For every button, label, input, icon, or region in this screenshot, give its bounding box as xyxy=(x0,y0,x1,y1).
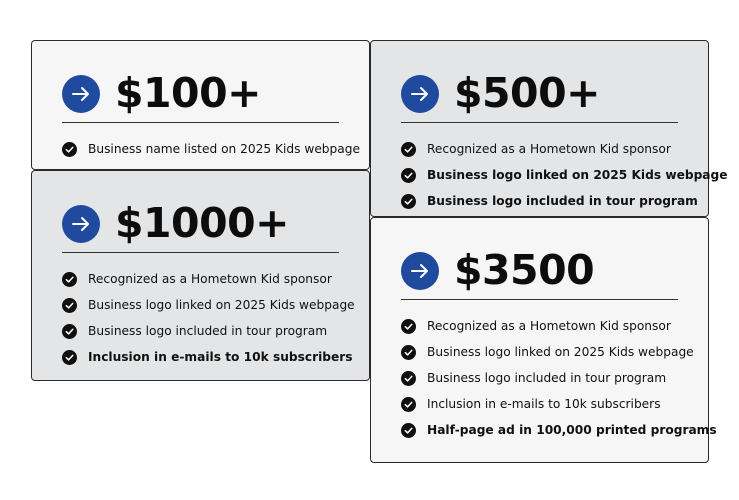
checkmark-icon xyxy=(62,350,77,365)
benefit-text: Business logo linked on 2025 Kids webpage xyxy=(88,298,355,312)
benefit-item xyxy=(401,339,694,365)
benefit-item xyxy=(401,391,678,417)
tier-card-100 xyxy=(31,40,370,170)
checkmark-icon xyxy=(401,194,416,209)
benefit-item xyxy=(401,188,698,214)
checkmark-icon xyxy=(62,272,77,287)
tier-card-1000 xyxy=(31,170,370,381)
benefit-text: Half-page ad in 100,000 printed programs xyxy=(427,423,717,437)
checkmark-icon xyxy=(62,142,77,157)
benefit-text: Inclusion in e-mails to 10k subscribers xyxy=(88,350,353,364)
tier-amount: $3500 xyxy=(454,246,595,294)
checkmark-icon xyxy=(62,324,77,339)
checkmark-icon xyxy=(401,345,416,360)
benefit-item xyxy=(401,417,717,443)
checkmark-icon xyxy=(401,423,416,438)
benefit-item xyxy=(401,162,728,188)
benefit-text: Inclusion in e-mails to 10k subscribers xyxy=(427,397,661,411)
arrow-right-icon xyxy=(401,75,439,113)
checkmark-icon xyxy=(62,298,77,313)
tier-amount: $500+ xyxy=(454,69,600,117)
benefit-list xyxy=(62,136,360,162)
benefit-text: Business logo included in tour program xyxy=(427,371,667,385)
benefit-list xyxy=(62,266,355,370)
benefit-text: Business name listed on 2025 Kids webpage xyxy=(88,142,360,156)
benefit-text: Recognized as a Hometown Kid sponsor xyxy=(427,319,671,333)
benefit-text: Business logo included in tour program xyxy=(427,194,698,208)
tier-card-500 xyxy=(370,40,728,217)
benefit-item xyxy=(401,313,678,339)
benefit-list xyxy=(401,136,728,214)
benefit-text: Business logo linked on 2025 Kids webpage xyxy=(427,168,728,182)
benefit-text: Recognized as a Hometown Kid sponsor xyxy=(88,272,332,286)
benefit-item xyxy=(62,318,339,344)
checkmark-icon xyxy=(401,397,416,412)
tier-amount: $100+ xyxy=(115,69,261,117)
benefit-item xyxy=(401,365,678,391)
checkmark-icon xyxy=(401,142,416,157)
tier-header xyxy=(401,218,678,300)
arrow-right-icon xyxy=(62,75,100,113)
tier-card-3500 xyxy=(370,217,717,463)
benefit-text: Recognized as a Hometown Kid sponsor xyxy=(427,142,671,156)
benefit-item xyxy=(62,344,353,370)
benefit-list xyxy=(401,313,717,443)
arrow-right-icon xyxy=(62,205,100,243)
arrow-right-icon xyxy=(401,252,439,290)
benefit-item xyxy=(62,266,339,292)
benefit-item xyxy=(401,136,678,162)
tier-header xyxy=(401,41,678,123)
checkmark-icon xyxy=(401,319,416,334)
benefit-item xyxy=(62,136,360,162)
tier-amount: $1000+ xyxy=(115,199,289,247)
checkmark-icon xyxy=(401,371,416,386)
benefit-item xyxy=(62,292,355,318)
tier-header xyxy=(62,171,339,253)
benefit-text: Business logo included in tour program xyxy=(88,324,328,338)
checkmark-icon xyxy=(401,168,416,183)
benefit-text: Business logo linked on 2025 Kids webpage xyxy=(427,345,694,359)
tier-header xyxy=(62,41,339,123)
